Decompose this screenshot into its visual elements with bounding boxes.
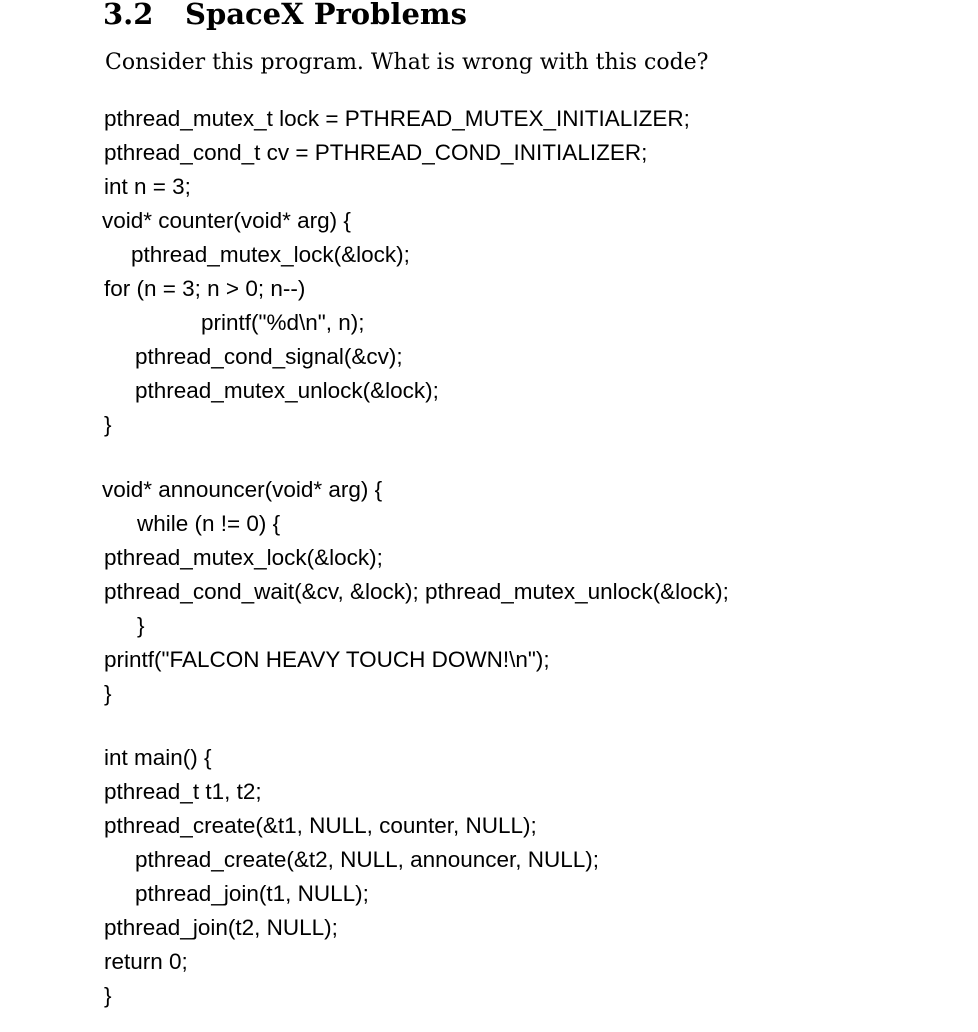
code-line: pthread_cond_t cv = PTHREAD_COND_INITIALIZER; bbox=[104, 140, 648, 165]
code-line: pthread_create(&t1, NULL, counter, NULL); bbox=[104, 813, 537, 838]
section-title: SpaceX Problems bbox=[185, 0, 467, 31]
code-line: pthread_mutex_lock(&lock); bbox=[104, 545, 383, 570]
code-line: printf("FALCON HEAVY TOUCH DOWN!\n"); bbox=[104, 647, 550, 672]
code-line: } bbox=[104, 983, 112, 1008]
code-line: pthread_join(t2, NULL); bbox=[104, 915, 338, 940]
code-line: pthread_mutex_unlock(&lock); bbox=[135, 378, 439, 403]
section-heading bbox=[103, 0, 467, 31]
code-line: void* announcer(void* arg) { bbox=[102, 477, 383, 502]
code-line: int main() { bbox=[104, 745, 212, 770]
code-line: for (n = 3; n > 0; n--) bbox=[104, 276, 306, 301]
section-number: 3.2 bbox=[103, 0, 154, 31]
intro-question: Consider this program. What is wrong with this code? bbox=[105, 50, 709, 75]
code-line: while (n != 0) { bbox=[137, 511, 281, 536]
code-line: pthread_cond_signal(&cv); bbox=[135, 344, 403, 369]
code-line: printf("%d\n", n); bbox=[201, 310, 365, 335]
code-line: return 0; bbox=[104, 949, 188, 974]
code-line: } bbox=[137, 613, 145, 638]
code-line: pthread_join(t1, NULL); bbox=[135, 881, 369, 906]
code-line: int n = 3; bbox=[104, 174, 191, 199]
code-line: pthread_mutex_t lock = PTHREAD_MUTEX_INITIALIZER; bbox=[104, 106, 690, 131]
code-line: } bbox=[104, 412, 112, 437]
code-line: pthread_cond_wait(&cv, &lock); pthread_mutex_unlock(&lock); bbox=[104, 579, 729, 604]
code-line: pthread_mutex_lock(&lock); bbox=[131, 242, 410, 267]
code-line: void* counter(void* arg) { bbox=[102, 208, 351, 233]
code-line: } bbox=[104, 681, 112, 706]
code-line: pthread_t t1, t2; bbox=[104, 779, 262, 804]
code-line: pthread_create(&t2, NULL, announcer, NULL); bbox=[135, 847, 600, 872]
